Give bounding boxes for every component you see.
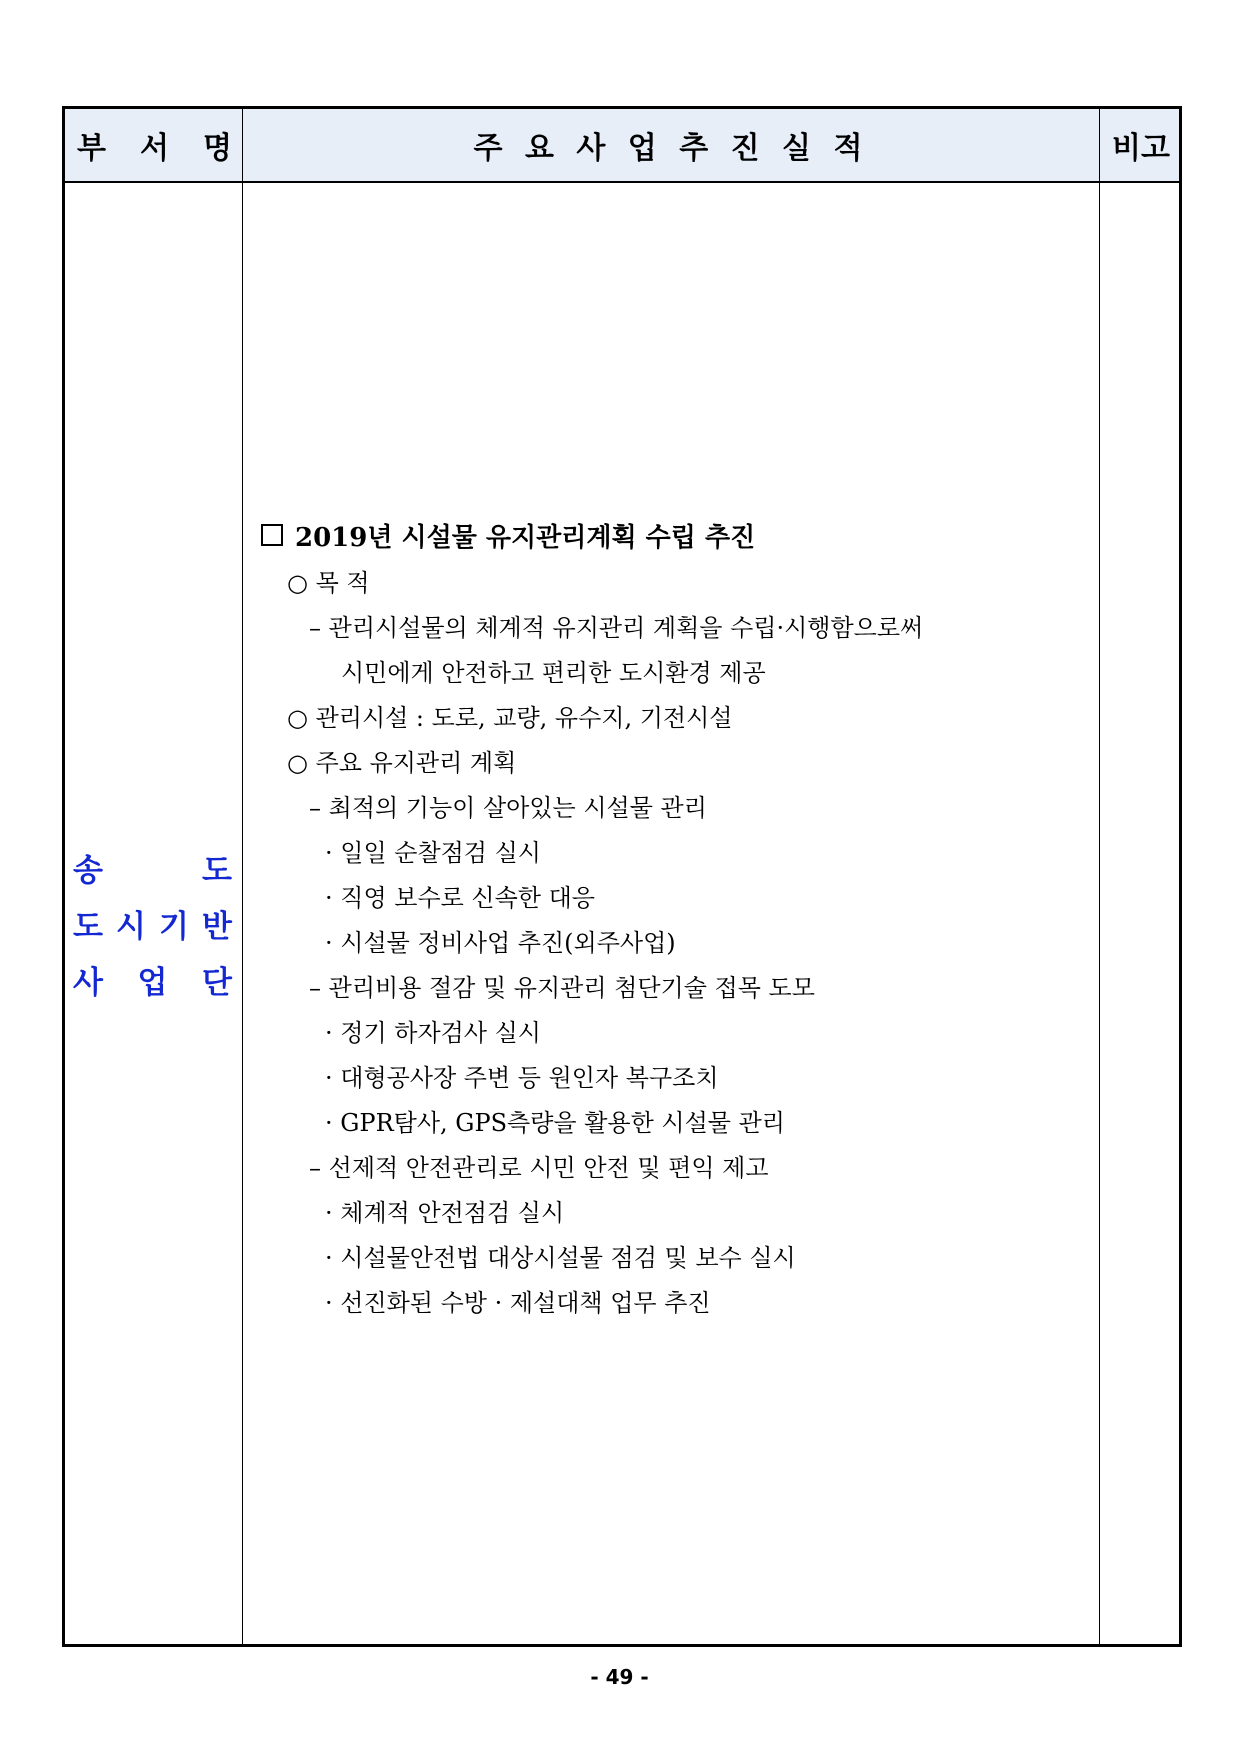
list-item: – 관리비용 절감 및 유지관리 첨단기술 접목 도모 [309, 974, 815, 1002]
report-table [62, 106, 1182, 1647]
list-item: – 선제적 안전관리로 시민 안전 및 편익 제고 [309, 1154, 769, 1182]
list-item: · 선진화된 수방 · 제설대책 업무 추진 [325, 1289, 711, 1317]
header-main-projects: 주 요 사 업 추 진 실 적 [473, 131, 869, 166]
list-item: – 최적의 기능이 살아있는 시설물 관리 [309, 794, 707, 822]
list-item: · 시설물 정비사업 추진(외주사업) [325, 929, 676, 957]
department-line: 송 도 [73, 852, 232, 889]
list-item: · 정기 하자검사 실시 [325, 1019, 541, 1047]
list-item: · 체계적 안전점검 실시 [325, 1199, 565, 1227]
department-name [65, 839, 242, 1007]
header-department: 부 서 명 [77, 131, 232, 166]
list-item: ○ 관리시설 : 도로, 교량, 유수지, 기전시설 [287, 704, 733, 732]
page-number: - 49 - [590, 1665, 649, 1689]
list-item: · 직영 보수로 신속한 대응 [325, 884, 595, 912]
project-content [261, 509, 1079, 1326]
list-item: 시민에게 안전하고 편리한 도시환경 제공 [341, 659, 766, 687]
square-bullet-icon [261, 524, 283, 546]
list-item: · 일일 순찰점검 실시 [325, 839, 541, 867]
department-line: 도 시 기 반 [73, 908, 232, 945]
column-divider [242, 109, 243, 1644]
header-note: 비고 [1112, 131, 1170, 166]
list-item: ○ 목 적 [287, 569, 370, 597]
list-item: – 관리시설물의 체계적 유지관리 계획을 수립·시행함으로써 [309, 614, 924, 642]
department-line: 사 업 단 [73, 964, 232, 1001]
list-item: · GPR탐사, GPS측량을 활용한 시설물 관리 [325, 1109, 785, 1137]
project-title: 2019년 시설물 유지관리계획 수립 추진 [261, 509, 1079, 561]
list-item: · 대형공사장 주변 등 원인자 복구조치 [325, 1064, 719, 1092]
list-item: ○ 주요 유지관리 계획 [287, 749, 517, 777]
column-divider [1099, 109, 1100, 1644]
list-item: · 시설물안전법 대상시설물 점검 및 보수 실시 [325, 1244, 796, 1272]
